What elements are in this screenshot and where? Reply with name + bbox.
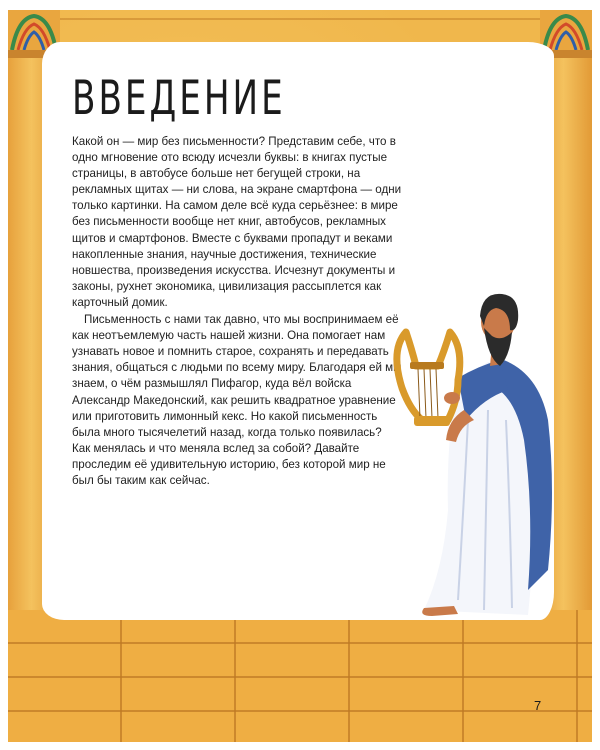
paragraph-1: Какой он — мир без письменности? Представим себе, что в одно мгновение ото всюду исчезли буквы: в книгах пустые страницы, в автобусе больше нет бегущей строки, на рекламных щитах — ни слова, на экране смартфона — одни только картинки. На самом деле всё куда серьёзнее: в мире без письменности вообще нет книг, автобусов, рекламных щитов и смартфонов. Вместе с буквами пропадут и веками накопленные знания, научные достижения, технические новшества, произведения искусства. Исчезнут документы и законы, рухнет экономика, цивилизация рассыплется как карточный домик. xyxy=(72,135,402,309)
paragraph-2: Письменность с нами так давно, что мы воспринимаем её как неотъемлемую часть нашей жизни. Она помогает нам узнавать новое и помнить старое, сохранять и передавать знания, общаться с людьми по всему миру. Благодаря ей мы знаем, о чём размышлял Пифагор, куда вёл войска Александр Македонский, как решить квадратное уравнение или приготовить лимонный кекс. Но какой письменность была много тысячелетий назад, когда только появилась? Как менялась и что меняла вслед за собой? Давайте проследим её удивительную историю, без которой мир не был бы таким как сейчас. xyxy=(72,313,402,487)
body-text xyxy=(72,134,402,489)
lyre-icon xyxy=(397,332,460,426)
page-title: ВВЕДЕНИЕ xyxy=(72,70,286,125)
page-number: 7 xyxy=(534,698,542,713)
greek-poet-with-lyre-illustration xyxy=(388,270,558,620)
brick-wall-lower xyxy=(8,608,592,742)
